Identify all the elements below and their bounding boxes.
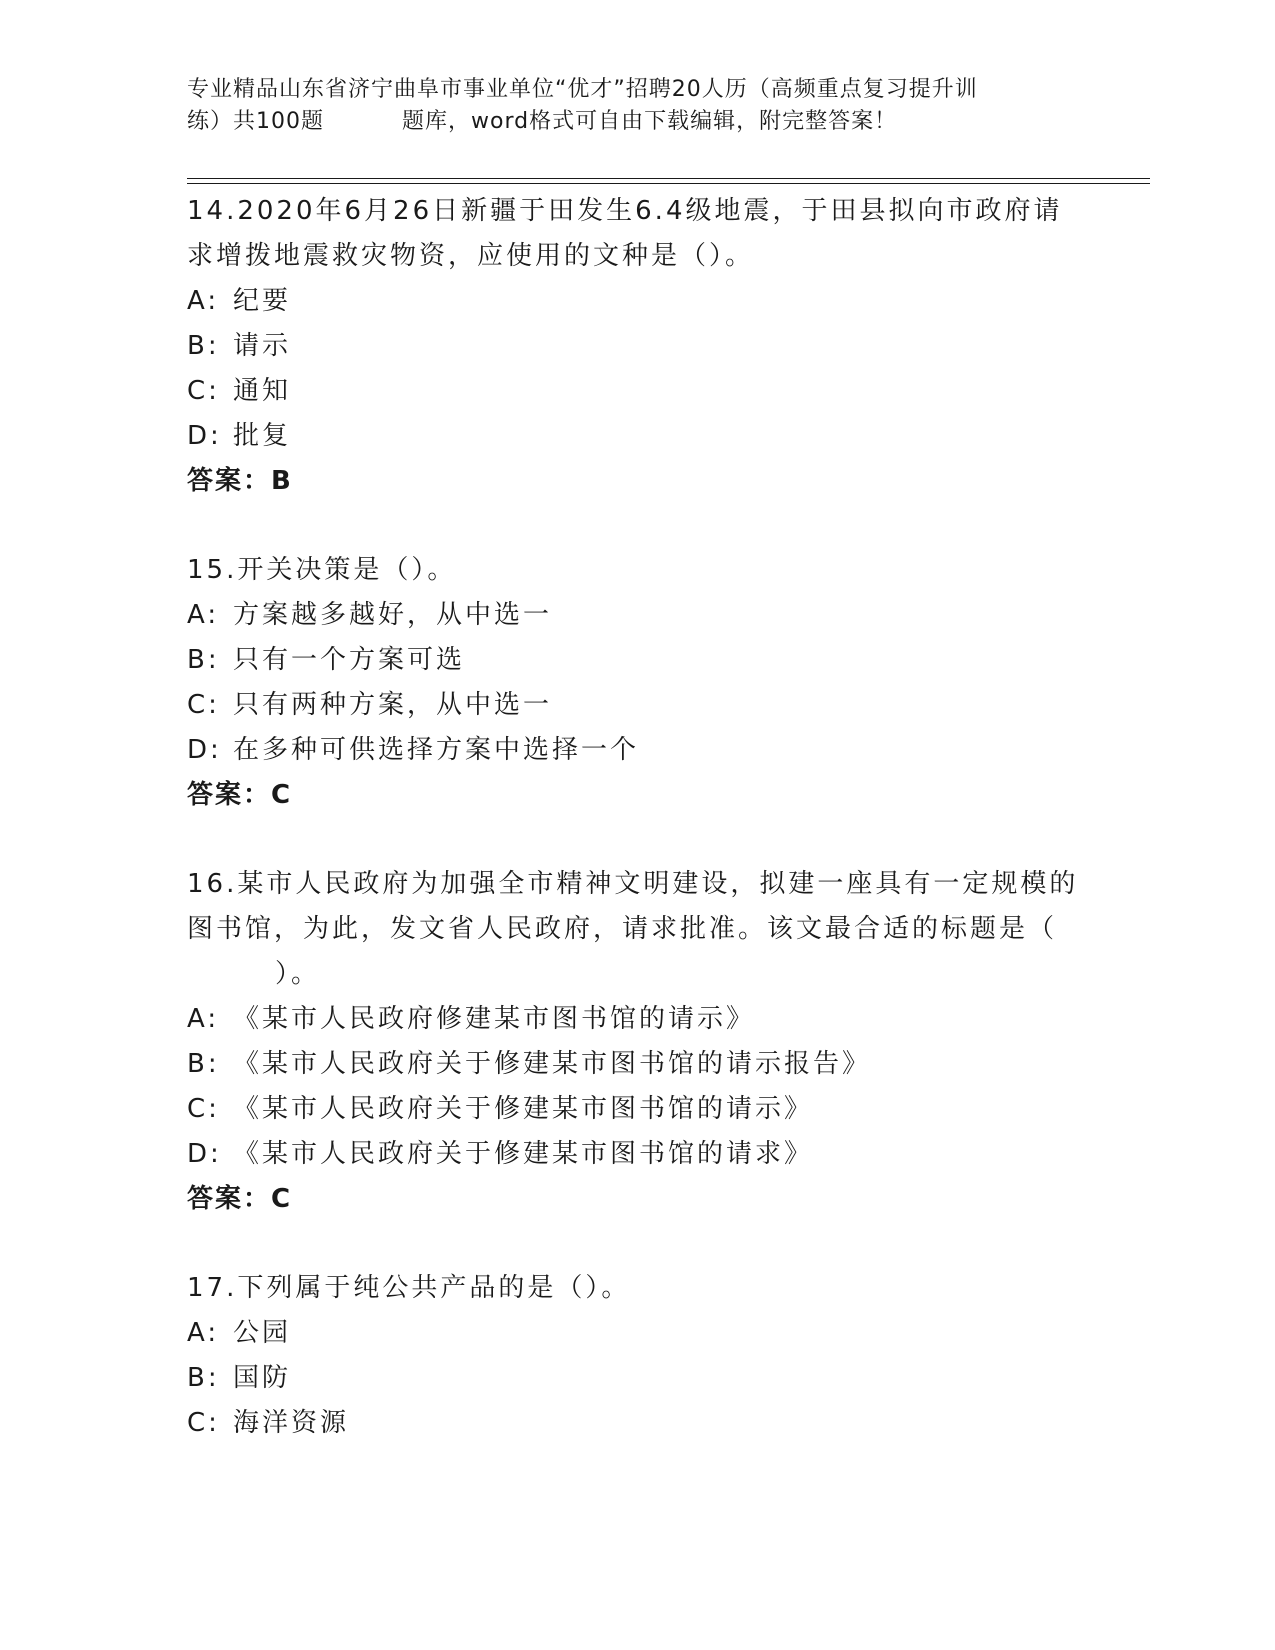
question-stem-line: 14.2020年6月26日新疆于田发生6.4级地震，于田县拟向市政府请 [187, 196, 1063, 226]
option-text: 《某市人民政府关于修建某市图书馆的请示报告》 [233, 1049, 872, 1079]
option-text: 纪要 [233, 286, 292, 316]
answer-label: 答案：C [187, 780, 293, 810]
option-text: 批复 [233, 421, 292, 451]
question-list [187, 189, 1087, 1446]
option-letter: B: [187, 1363, 220, 1393]
option-b [187, 324, 1087, 369]
question-stem [187, 548, 1087, 593]
header-divider-top [187, 178, 1150, 179]
option-text: 海洋资源 [233, 1408, 350, 1438]
option-letter: D: [187, 421, 222, 451]
option-c [187, 1087, 1087, 1132]
option-letter: C: [187, 1408, 220, 1438]
question-stem-line: 求增拨地震救灾物资，应使用的文种是（）。 [187, 241, 755, 271]
option-text: 只有两种方案，从中选一 [233, 690, 553, 720]
option-letter: D: [187, 1139, 222, 1169]
question-16 [187, 862, 1087, 1222]
option-letter: B: [187, 645, 220, 675]
question-stem-line: 17.下列属于纯公共产品的是（）。 [187, 1273, 631, 1303]
option-c [187, 683, 1087, 728]
option-text: 只有一个方案可选 [233, 645, 466, 675]
option-letter: C: [187, 376, 220, 406]
option-a [187, 997, 1087, 1042]
header-line-2-part-2: 题库，word格式可自由下载编辑，附完整答案！ [402, 109, 898, 134]
question-stem [187, 189, 1087, 279]
option-c [187, 369, 1087, 414]
question-stem [187, 1266, 1087, 1311]
option-letter: C: [187, 690, 220, 720]
option-d [187, 1132, 1087, 1177]
option-letter: D: [187, 735, 222, 765]
option-a [187, 593, 1087, 638]
option-letter: B: [187, 331, 220, 361]
option-letter: A: [187, 1318, 220, 1348]
question-stem-line: 图书馆，为此，发文省人民政府，请求批准。该文最合适的标题是（ [187, 914, 1058, 944]
page-header [187, 74, 1087, 138]
question-stem-line: ）。 [275, 959, 321, 989]
option-b [187, 638, 1087, 683]
question-stem [187, 862, 1087, 997]
header-divider-bottom [187, 183, 1150, 184]
header-line-2 [187, 106, 1087, 138]
option-letter: A: [187, 1004, 220, 1034]
option-text: 请示 [233, 331, 292, 361]
question-17 [187, 1266, 1087, 1446]
question-14 [187, 189, 1087, 504]
header-line-1: 专业精品山东省济宁曲阜市事业单位“优才”招聘20人历（高频重点复习提升训 [187, 77, 978, 102]
option-letter: C: [187, 1094, 220, 1124]
header-line-2-part-1: 练）共100题 [187, 109, 324, 134]
option-text: 《某市人民政府关于修建某市图书馆的请求》 [233, 1139, 814, 1169]
option-text: 公园 [233, 1318, 292, 1348]
option-letter: B: [187, 1049, 220, 1079]
option-text: 国防 [233, 1363, 292, 1393]
option-b [187, 1042, 1087, 1087]
answer-label: 答案：B [187, 466, 293, 496]
option-a [187, 279, 1087, 324]
option-text: 方案越多越好，从中选一 [233, 600, 553, 630]
option-d [187, 728, 1087, 773]
question-15 [187, 548, 1087, 818]
option-text: 通知 [233, 376, 292, 406]
question-stem-line: 15.开关决策是（）。 [187, 555, 457, 585]
option-text: 《某市人民政府修建某市图书馆的请示》 [233, 1004, 756, 1034]
option-b [187, 1356, 1087, 1401]
option-text: 在多种可供选择方案中选择一个 [233, 735, 640, 765]
option-c [187, 1401, 1087, 1446]
option-letter: A: [187, 600, 220, 630]
answer-label: 答案：C [187, 1184, 293, 1214]
option-d [187, 414, 1087, 459]
option-a [187, 1311, 1087, 1356]
question-stem-line: 16.某市人民政府为加强全市精神文明建设，拟建一座具有一定规模的 [187, 869, 1079, 899]
option-letter: A: [187, 286, 220, 316]
option-text: 《某市人民政府关于修建某市图书馆的请示》 [233, 1094, 814, 1124]
